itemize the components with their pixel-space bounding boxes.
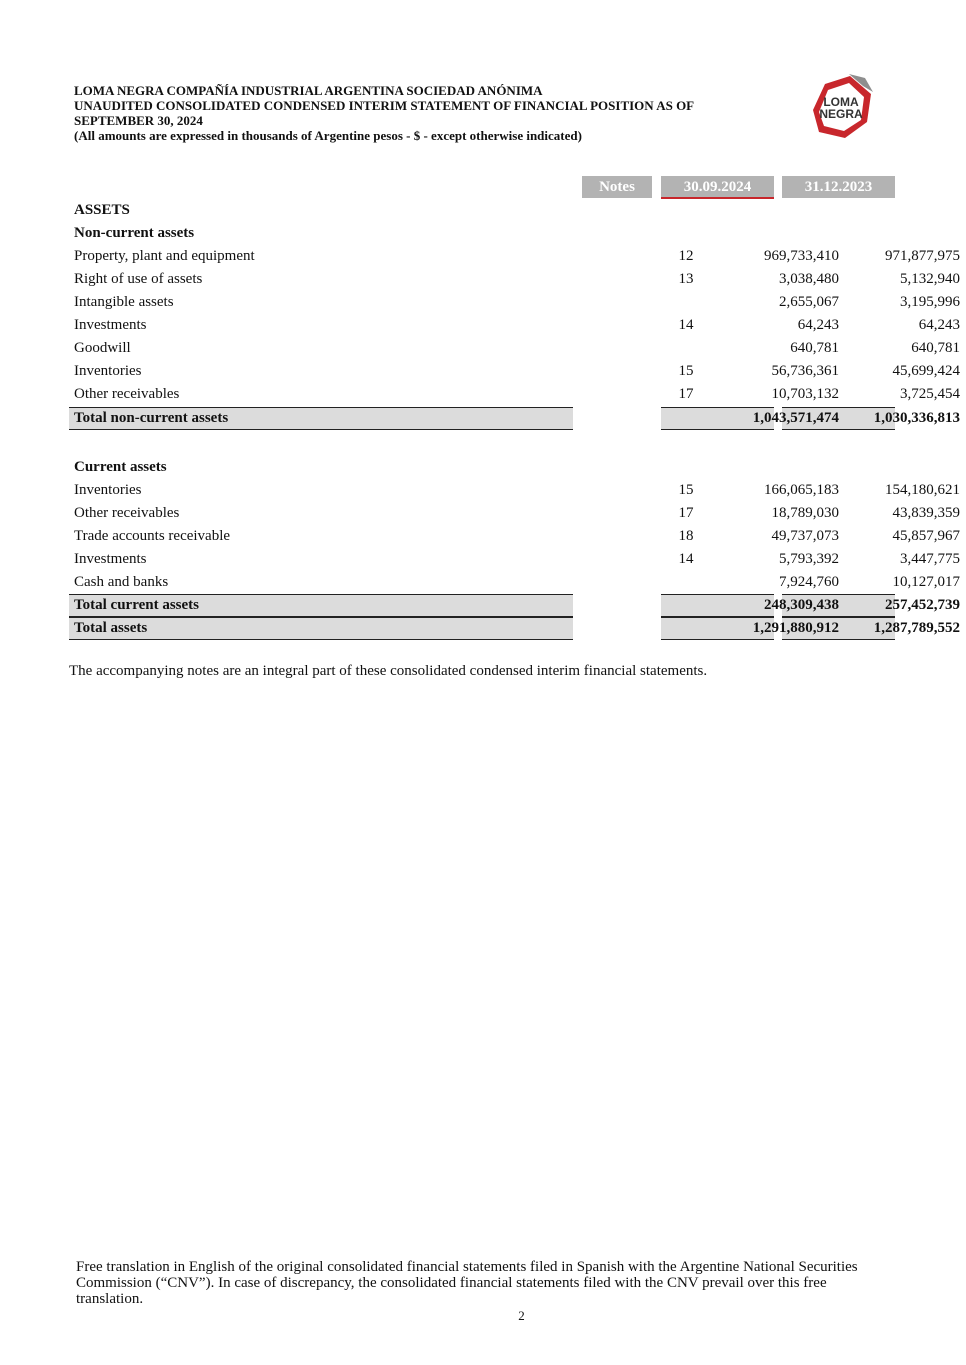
column-header-current: 30.09.2024 xyxy=(661,176,774,199)
row-value-current: 10,703,132 xyxy=(771,386,839,402)
row-label: Other receivables xyxy=(74,386,180,402)
row-value-current: 1,291,880,912 xyxy=(752,620,839,636)
row-note: 17 xyxy=(678,386,694,402)
translation-disclaimer: Free translation in English of the original consolidated financial statements filed in Spanish with the Argentine National Securities Commission (“CNV”). In case of discrepancy, the consolidated financial statements filed with the CNV prevail over this free translation. xyxy=(76,1259,858,1307)
row-value-current: 56,736,361 xyxy=(771,363,839,379)
row-value-current: 64,243 xyxy=(797,317,839,333)
row-value-current: 7,924,760 xyxy=(779,574,839,590)
section-title: Non-current assets xyxy=(74,225,195,241)
loma-negra-logo xyxy=(805,72,875,142)
row-note: 18 xyxy=(678,528,694,544)
row-label: Other receivables xyxy=(74,505,180,521)
table-row xyxy=(69,268,960,291)
row-value-previous: 640,781 xyxy=(911,340,960,356)
row-value-previous: 257,452,739 xyxy=(885,597,960,613)
row-value-current: 640,781 xyxy=(790,340,839,356)
table-row xyxy=(69,337,960,360)
section-non-current xyxy=(69,222,896,245)
row-value-previous: 64,243 xyxy=(918,317,960,333)
table-row xyxy=(69,571,960,594)
table-row xyxy=(69,548,960,571)
row-label: Trade accounts receivable xyxy=(74,528,231,544)
column-header-notes: Notes xyxy=(582,176,652,198)
row-label: Total non-current assets xyxy=(74,410,229,426)
row-label: Inventories xyxy=(74,482,142,498)
section-current xyxy=(69,456,896,479)
logo-text-loma: LOMA xyxy=(823,95,859,109)
row-note: 12 xyxy=(678,248,694,264)
row-value-previous: 971,877,975 xyxy=(885,248,960,264)
row-label: Property, plant and equipment xyxy=(74,248,255,264)
table-row xyxy=(69,525,960,548)
table-row xyxy=(69,291,960,314)
section-assets xyxy=(69,199,896,222)
row-note: 17 xyxy=(678,505,694,521)
table-row xyxy=(69,245,960,268)
table-row xyxy=(69,314,960,337)
row-label: Investments xyxy=(74,551,147,567)
table-row xyxy=(69,360,960,383)
row-value-current: 248,309,438 xyxy=(764,597,839,613)
row-value-current: 2,655,067 xyxy=(779,294,839,310)
row-label: Inventories xyxy=(74,363,142,379)
row-label: Total current assets xyxy=(74,597,199,613)
statement-date: SEPTEMBER 30, 2024 xyxy=(74,113,203,128)
footnote: The accompanying notes are an integral part of these consolidated condensed interim financial statements. xyxy=(69,663,708,679)
row-note: 13 xyxy=(678,271,694,287)
row-note: 14 xyxy=(678,551,694,567)
total-non-current-row xyxy=(69,407,960,430)
row-value-current: 969,733,410 xyxy=(764,248,839,264)
table-row xyxy=(69,479,960,502)
statement-title: UNAUDITED CONSOLIDATED CONDENSED INTERIM STATEMENT OF FINANCIAL POSITION AS OF xyxy=(74,98,695,113)
page-number: 2 xyxy=(518,1308,525,1323)
row-value-previous: 3,195,996 xyxy=(900,294,960,310)
section-title: Current assets xyxy=(74,459,167,475)
row-label: Total assets xyxy=(74,620,148,636)
row-value-previous: 45,857,967 xyxy=(892,528,960,544)
row-value-current: 5,793,392 xyxy=(779,551,839,567)
row-label: Investments xyxy=(74,317,147,333)
row-value-previous: 10,127,017 xyxy=(892,574,960,590)
row-value-current: 166,065,183 xyxy=(764,482,839,498)
row-value-previous: 3,725,454 xyxy=(900,386,960,402)
document-header xyxy=(74,83,794,143)
row-label: Goodwill xyxy=(74,340,131,356)
row-value-previous: 45,699,424 xyxy=(892,363,960,379)
row-value-previous: 1,030,336,813 xyxy=(873,410,960,426)
total-current-row xyxy=(69,594,960,617)
row-value-previous: 43,839,359 xyxy=(892,505,960,521)
row-note: 14 xyxy=(678,317,694,333)
row-value-previous: 154,180,621 xyxy=(885,482,960,498)
row-label: Cash and banks xyxy=(74,574,169,590)
row-value-previous: 1,287,789,552 xyxy=(873,620,960,636)
currency-note: (All amounts are expressed in thousands of Argentine pesos - $ - except otherwise indicated) xyxy=(74,128,582,143)
row-value-current: 18,789,030 xyxy=(771,505,839,521)
row-value-current: 1,043,571,474 xyxy=(752,410,839,426)
table-row xyxy=(69,383,960,406)
row-note: 15 xyxy=(678,482,694,498)
section-title: ASSETS xyxy=(74,202,130,218)
column-header-previous: 31.12.2023 xyxy=(782,176,895,198)
row-value-previous: 3,447,775 xyxy=(900,551,960,567)
table-row xyxy=(69,502,960,525)
row-value-current: 49,737,073 xyxy=(771,528,839,544)
row-label: Right of use of assets xyxy=(74,271,203,287)
row-value-current: 3,038,480 xyxy=(779,271,839,287)
company-name: LOMA NEGRA COMPAÑÍA INDUSTRIAL ARGENTINA SOCIEDAD ANÓNIMA xyxy=(74,83,543,98)
total-assets-row xyxy=(69,617,960,640)
row-label: Intangible assets xyxy=(74,294,174,310)
row-note: 15 xyxy=(678,363,694,379)
logo-text-negra: NEGRA xyxy=(819,107,863,121)
row-value-previous: 5,132,940 xyxy=(900,271,960,287)
